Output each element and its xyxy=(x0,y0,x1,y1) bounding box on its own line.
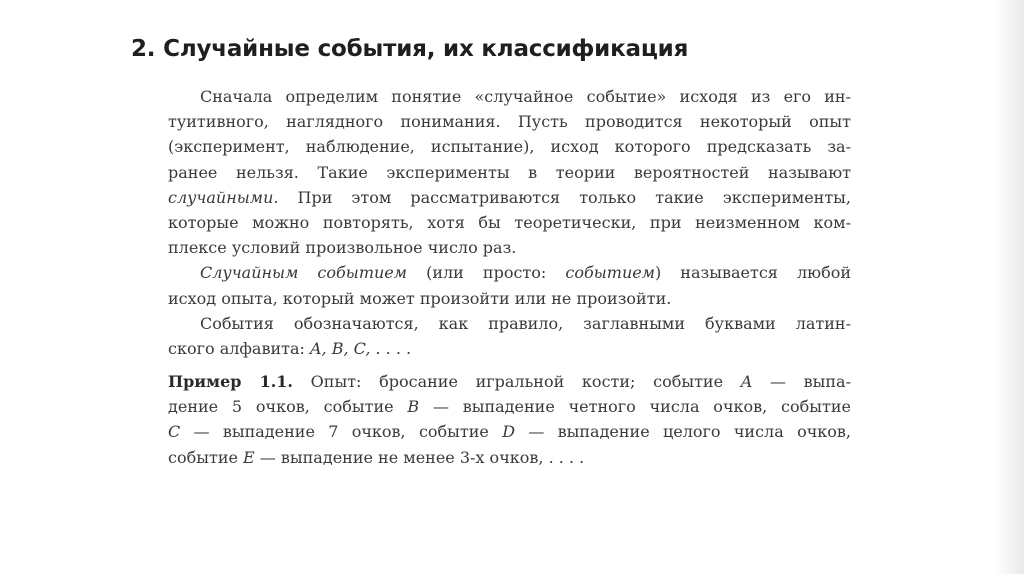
text-fragment: — выпадение целого числа очков, xyxy=(515,422,851,442)
text-line: плексе условий произвольное число раз. xyxy=(168,238,517,258)
text-fragment: — выпадение 7 очков, событие xyxy=(180,422,503,442)
text-line xyxy=(168,419,851,444)
math-variable: B xyxy=(407,397,420,417)
text-line: ранее нельзя. Такие эксперименты в теории вероятностей называют xyxy=(168,162,851,182)
document-body xyxy=(168,84,851,470)
text-line: туитивного, наглядного понимания. Пусть проводится некоторый опыт xyxy=(168,112,851,132)
emphasis-term: событием xyxy=(565,263,655,283)
text-line: Сначала определим понятие «случайное событие» исходя из его ин- xyxy=(200,87,851,106)
text-fragment: ) называется любой xyxy=(654,263,851,283)
text-fragment: При этом рассматриваются только такие эксперименты, xyxy=(278,187,851,207)
text-fragment: дение 5 очков, событие xyxy=(168,397,408,417)
text-line: (эксперимент, наблюдение, испытание), исход которого предсказать за- xyxy=(168,137,851,157)
text-fragment: — выпа- xyxy=(752,372,851,392)
text-fragment: Опыт: бросание игральной кости; событие xyxy=(293,372,741,392)
emphasis-term: случайными. xyxy=(168,187,279,207)
text-line xyxy=(168,445,851,470)
page-edge-shadow xyxy=(996,0,1024,574)
text-line: которые можно повторять, хотя бы теоретически, при неизменном ком- xyxy=(168,212,851,232)
math-variable: A xyxy=(740,372,753,392)
emphasis-term: Случайным событием xyxy=(200,263,408,283)
text-line xyxy=(168,336,851,361)
paragraph-gap xyxy=(168,361,851,369)
text-line: исход опыта, который может произойти или не произойти. xyxy=(168,288,672,308)
math-variable: D xyxy=(502,422,516,442)
example-block xyxy=(168,369,851,470)
paragraph-random-event-definition xyxy=(168,260,851,310)
paragraph-event-notation xyxy=(168,311,851,361)
text-fragment: — выпадение четного числа очков, событие xyxy=(419,397,851,417)
text-fragment: — выпадение не менее 3-х очков, . . . . xyxy=(254,447,585,467)
math-variable: E xyxy=(243,447,255,467)
page-title: 2. Случайные события, их классификация xyxy=(131,36,689,62)
math-letters: A, B, C, . . . . xyxy=(310,338,412,358)
text-line xyxy=(168,369,851,394)
text-line xyxy=(168,260,851,285)
text-fragment: (или просто: xyxy=(407,263,566,283)
paragraph-definition-intro xyxy=(168,84,851,260)
text-line xyxy=(168,185,851,210)
text-fragment: событие xyxy=(168,447,244,467)
text-line xyxy=(168,394,851,419)
text-fragment: ского алфавита: xyxy=(168,338,310,358)
example-label: Пример 1.1. xyxy=(168,372,293,392)
text-line: События обозначаются, как правило, заглавными буквами латин- xyxy=(200,313,851,333)
math-variable: C xyxy=(168,422,181,442)
